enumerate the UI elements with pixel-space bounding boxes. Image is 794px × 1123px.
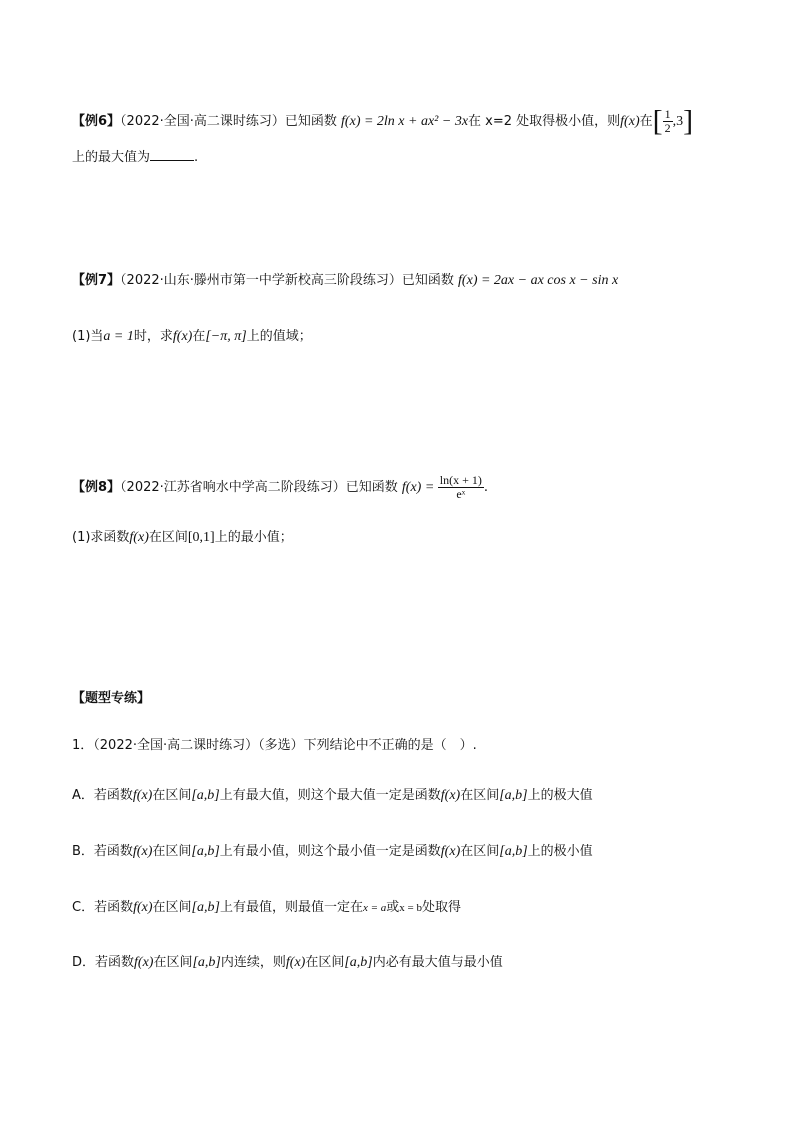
option-text: 内连续，则	[220, 955, 286, 970]
example-7-line-1	[72, 271, 618, 291]
q1-interval: [−π, π]	[205, 329, 247, 344]
fraction-denominator: 2	[664, 121, 671, 135]
option-fx: f(x)	[285, 955, 306, 970]
example-6-end: .	[194, 150, 199, 165]
example-6-mid: 在 x=2 处取得极小值，则	[468, 114, 621, 129]
practice-question-1: 1．（2022·全国·高二课时练习）（多选）下列结论中不正确的是（ ）.	[72, 738, 477, 753]
q1-end: 上的最小值；	[214, 530, 293, 545]
q1-fx: f(x)	[129, 530, 149, 545]
example-8-fraction	[438, 474, 484, 501]
q1-end: 上的值域；	[246, 329, 312, 344]
option-text: 在区间	[152, 844, 192, 859]
example-6-func-lhs: f(x) =	[341, 114, 377, 129]
option-interval: [a,b]	[499, 844, 528, 859]
example-6-line-1	[72, 104, 694, 138]
option-fx: f(x)	[133, 900, 153, 915]
option-fx: f(x)	[134, 955, 154, 970]
option-fx: f(x)	[132, 844, 153, 859]
option-equation: x = b	[399, 902, 422, 914]
option-text: 或	[386, 900, 400, 915]
q1-prefix: (1)当	[72, 329, 104, 344]
option-equation: x = a	[362, 902, 387, 914]
q1-prefix: (1)求函数	[72, 530, 130, 545]
example-8-source: （2022·江苏省响水中学高二阶段练习）已知函数	[120, 480, 398, 495]
option-label: B．若函数	[72, 844, 133, 859]
q1-in: 在	[192, 329, 206, 344]
practice-heading: 【题型专练】	[72, 691, 151, 706]
q1-fx: f(x)	[172, 329, 193, 344]
option-text: 在区间	[152, 788, 192, 803]
q1-interval: [0,1]	[187, 530, 215, 545]
example-8-tag: 【例8】	[72, 480, 121, 495]
option-text: 在区间	[152, 900, 192, 915]
option-text: 上的极小值	[527, 844, 593, 859]
example-7-tag: 【例7】	[72, 273, 121, 288]
option-text: 上有最小值，则这个最小值一定是函数	[219, 844, 441, 859]
example-8-question-1	[72, 528, 293, 548]
right-bracket: ]	[683, 104, 694, 138]
example-6-line-2	[72, 148, 198, 168]
option-label: A．若函数	[72, 788, 133, 803]
option-interval: [a,b]	[191, 844, 220, 859]
option-text: 在区间	[305, 955, 345, 970]
option-text: 上有最大值，则这个最大值一定是函数	[219, 788, 441, 803]
example-6-question: 上的最大值为	[72, 150, 151, 165]
option-interval: [a,b]	[192, 955, 221, 970]
option-d	[72, 953, 503, 973]
example-6-tag: 【例6】	[72, 114, 121, 129]
option-text: 在区间	[153, 955, 193, 970]
q1-mid: 时，求	[133, 329, 173, 344]
example-6-interval-tail: ,3	[672, 114, 684, 129]
example-7-question-1	[72, 327, 312, 347]
example-8-func-lhs: f(x) =	[401, 480, 438, 495]
option-interval: [a,b]	[191, 788, 220, 803]
example-8-end: .	[483, 480, 489, 495]
left-bracket: [	[652, 104, 663, 138]
answer-blank[interactable]	[150, 148, 194, 161]
q1-mid: 在区间	[148, 530, 188, 545]
fraction-numerator: ln(x + 1)	[439, 473, 482, 487]
option-text: 在区间	[460, 788, 500, 803]
option-interval: [a,b]	[499, 788, 528, 803]
example-6-fx: f(x)	[620, 114, 640, 129]
example-6-source: （2022·全国·高二课时练习）已知函数	[120, 114, 337, 129]
option-text: 内必有最大值与最小值	[372, 955, 503, 970]
option-text: 上有最值，则最值一定在	[219, 900, 363, 915]
example-6-fraction	[663, 108, 673, 135]
option-fx: f(x)	[440, 788, 461, 803]
example-7-func: f(x) = 2ax − ax cos x − sin x	[458, 273, 619, 288]
option-label: C．若函数	[72, 900, 134, 915]
option-interval: [a,b]	[344, 955, 373, 970]
fraction-denominator: eˣ	[456, 487, 466, 501]
option-interval: [a,b]	[191, 900, 220, 915]
option-a	[72, 786, 593, 806]
fraction-numerator: 1	[664, 107, 671, 121]
option-fx: f(x)	[132, 788, 153, 803]
option-fx: f(x)	[440, 844, 461, 859]
option-text: 上的极大值	[527, 788, 593, 803]
example-7-source: （2022·山东·滕州市第一中学新校高三阶段练习）已知函数	[120, 273, 454, 288]
example-6-in: 在	[639, 114, 653, 129]
option-c	[72, 898, 461, 918]
option-text: 在区间	[460, 844, 500, 859]
example-6-func-rhs: 2ln x + ax² − 3x	[376, 114, 469, 129]
option-b	[72, 842, 593, 862]
example-8-line-1	[72, 474, 488, 501]
option-label: D．若函数	[72, 955, 135, 970]
q1-a-value: a = 1	[103, 329, 134, 344]
option-text: 处取得	[422, 900, 462, 915]
